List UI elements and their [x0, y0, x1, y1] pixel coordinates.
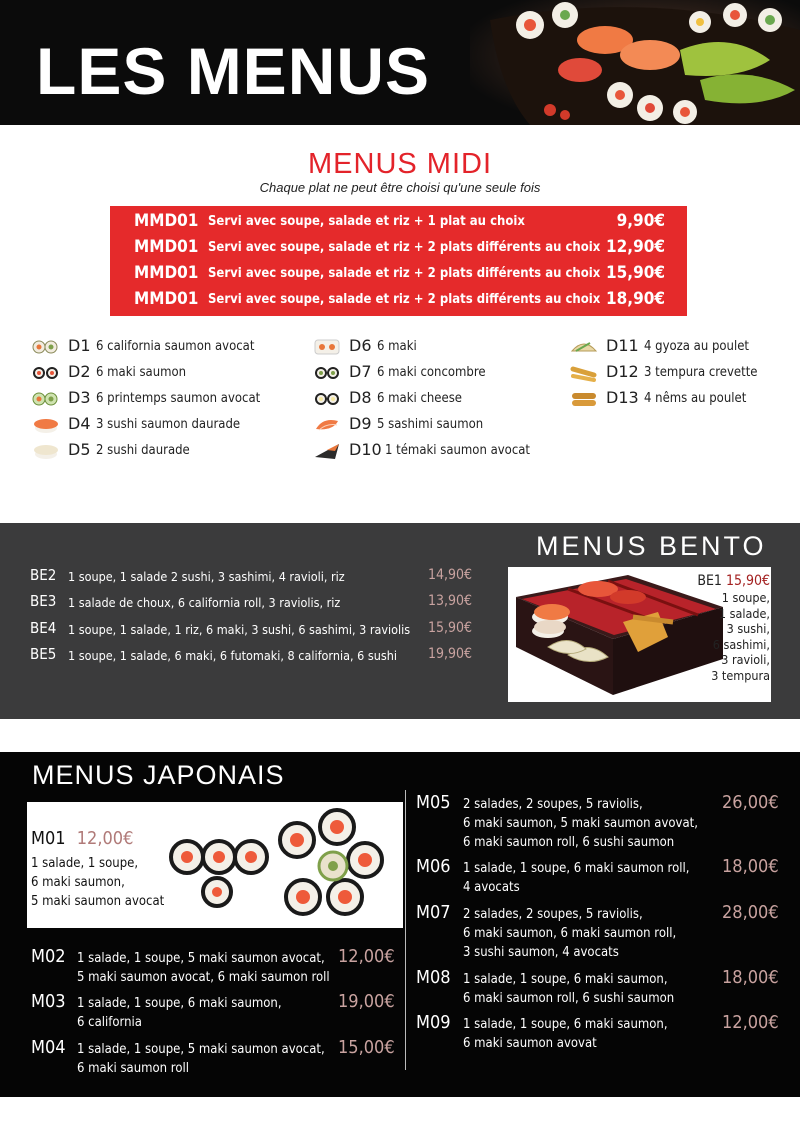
bento-code: BE3 [30, 592, 57, 610]
tempura-icon [570, 363, 598, 383]
midi-desc: Servi avec soupe, salade et riz + 1 plat au choix [208, 214, 525, 229]
bento-section-title: MENUS BENTO [536, 531, 767, 561]
item-code: D8 [349, 388, 372, 407]
be1-line: 1 soupe, [721, 590, 770, 605]
maki-cucumber-icon [313, 363, 341, 383]
midi-subtitle: Chaque plat ne peut être choisi qu'une seule fois [259, 180, 541, 195]
item-desc: 6 maki cheese [377, 391, 462, 406]
item-desc: 4 gyoza au poulet [644, 339, 749, 354]
menu-code-m02: M02 [31, 946, 66, 967]
item-code: D13 [606, 388, 639, 407]
item-desc: 3 tempura crevette [644, 365, 758, 380]
midi-code: MMD01 [134, 211, 199, 231]
menu-desc-m07 [463, 905, 676, 962]
item-desc: 6 maki concombre [377, 365, 486, 380]
bento-price: 14,90€ [428, 567, 473, 583]
bento-code: BE2 [30, 566, 57, 584]
desc-line: 6 maki saumon roll, 6 sushi saumon [463, 991, 675, 1006]
desc-line: 1 salade, 1 soupe, 6 maki saumon roll, [463, 861, 690, 876]
bento-desc: 1 soupe, 1 salade, 6 maki, 6 futomaki, 8 california, 6 sushi [68, 648, 397, 663]
be1-line: 3 ravioli, [721, 652, 770, 667]
item-desc: 2 sushi daurade [96, 443, 190, 458]
item-desc: 6 maki saumon [96, 365, 187, 380]
midi-price: 18,90€ [605, 289, 665, 309]
desc-line: 1 salade, 1 soupe, 6 maki saumon, [463, 1017, 668, 1032]
item-code: D3 [68, 388, 91, 407]
bento-row [30, 566, 490, 590]
spring-roll-icon [32, 389, 60, 409]
bento-code: BE5 [30, 645, 57, 663]
desc-line: 4 avocats [463, 880, 520, 895]
column-divider [405, 790, 406, 1070]
maki-cheese-icon [313, 389, 341, 409]
midi-desc: Servi avec soupe, salade et riz + 2 plats différents au choix [208, 292, 601, 307]
menu-desc-m02 [77, 949, 330, 987]
item-code: D11 [606, 336, 639, 355]
bento-desc: 1 salade de choux, 6 california roll, 3 raviolis, riz [68, 595, 341, 610]
desc-line: 6 maki saumon avovat [463, 1036, 597, 1051]
item-desc: 6 maki [377, 339, 417, 354]
menu-desc-m05 [463, 795, 698, 852]
menu-desc-m04 [77, 1040, 325, 1078]
page-title: LES MENUS [36, 34, 431, 108]
midi-price: 9,90€ [616, 211, 665, 231]
midi-code: MMD01 [134, 289, 199, 309]
item-code: D4 [68, 414, 91, 433]
desc-line: 1 salade, 1 soupe, 5 maki saumon avocat, [77, 951, 325, 966]
bento-desc: 1 soupe, 1 salade, 1 riz, 6 maki, 3 sushi, 6 sashimi, 3 raviolis [68, 622, 411, 637]
desc-line: 6 maki saumon, 6 maki saumon roll, [463, 926, 677, 941]
bento-row [30, 619, 490, 643]
m01-header [31, 828, 133, 849]
desc-line: 6 maki saumon, 5 maki saumon avovat, [463, 816, 698, 831]
desc-line: 5 maki saumon avocat, 6 maki saumon roll [77, 970, 330, 985]
item-code: D6 [349, 336, 372, 355]
desc-line: 2 salades, 2 soupes, 5 raviolis, [463, 797, 643, 812]
desc-line: 1 salade, 1 soupe, 6 maki saumon, [463, 972, 668, 987]
midi-desc: Servi avec soupe, salade et riz + 2 plats différents au choix [208, 240, 601, 255]
item-code: D10 [349, 440, 382, 459]
menu-price-m08: 18,00€ [722, 967, 779, 988]
midi-price: 15,90€ [605, 263, 665, 283]
menu-desc-m09 [463, 1015, 668, 1053]
menu-desc-m03 [77, 994, 282, 1032]
menu-price-m07: 28,00€ [722, 902, 779, 923]
be1-code: BE1 [697, 573, 722, 589]
midi-code: MMD01 [134, 263, 199, 283]
item-code: D7 [349, 362, 372, 381]
midi-section-title: MENUS MIDI [308, 148, 492, 180]
menu-code-m08: M08 [416, 967, 451, 988]
maki-icon [32, 363, 60, 383]
menu-code-m05: M05 [416, 792, 451, 813]
menu-price-m09: 12,00€ [722, 1012, 779, 1033]
midi-row [110, 261, 687, 287]
midi-row [110, 287, 687, 313]
desc-line: 6 maki saumon roll, 6 sushi saumon [463, 835, 675, 850]
item-desc: 5 sashimi saumon [377, 417, 484, 432]
be1-line: 3 sushi, [726, 621, 770, 636]
maki-arrangement-photo [157, 802, 403, 928]
bento-row [30, 645, 490, 669]
desc-line: 1 salade, 1 soupe, 5 maki saumon avocat, [77, 1042, 325, 1057]
m01-line: 6 maki saumon, [31, 875, 125, 890]
item-code: D12 [606, 362, 639, 381]
midi-price: 12,90€ [605, 237, 665, 257]
menu-code-m03: M03 [31, 991, 66, 1012]
menu-price-m03: 19,00€ [338, 991, 395, 1012]
header-banner [0, 0, 800, 125]
item-desc: 6 printemps saumon avocat [96, 391, 261, 406]
menu-desc-m08 [463, 970, 674, 1008]
sashimi-icon [313, 415, 341, 435]
m01-card [27, 802, 403, 928]
menu-code-m07: M07 [416, 902, 451, 923]
bento-desc: 1 soupe, 1 salade 2 sushi, 3 sashimi, 4 ravioli, riz [68, 569, 345, 584]
menu-code-m06: M06 [416, 856, 451, 877]
m01-line: 5 maki saumon avocat [31, 894, 165, 909]
desc-line: 6 maki saumon roll [77, 1061, 189, 1076]
item-code: D9 [349, 414, 372, 433]
maki-icon [313, 337, 341, 357]
nem-icon [570, 389, 598, 409]
sushi-platter-photo [470, 0, 800, 125]
sushi-icon [32, 415, 60, 435]
bento-code: BE4 [30, 619, 57, 637]
gyoza-icon [570, 337, 598, 357]
m01-line: 1 salade, 1 soupe, [31, 856, 139, 871]
desc-line: 1 salade, 1 soupe, 6 maki saumon, [77, 996, 282, 1011]
midi-price-box [110, 206, 687, 316]
item-code: D1 [68, 336, 91, 355]
midi-row [110, 235, 687, 261]
item-desc: 3 sushi saumon daurade [96, 417, 241, 432]
be1-description [636, 572, 770, 683]
item-code: D5 [68, 440, 91, 459]
be1-line: 1 salade, [718, 605, 770, 621]
item-code: D2 [68, 362, 91, 381]
menu-price-m02: 12,00€ [338, 946, 395, 967]
bento-price: 13,90€ [428, 593, 473, 609]
item-desc: 6 california saumon avocat [96, 339, 255, 354]
sushi-daurade-icon [32, 441, 60, 461]
california-roll-icon [32, 337, 60, 357]
be1-header [636, 572, 770, 590]
m01-price: 12,00€ [76, 828, 134, 849]
item-desc: 4 nêms au poulet [644, 391, 747, 406]
menu-price-m06: 18,00€ [722, 856, 779, 877]
menu-desc-m06 [463, 859, 689, 897]
be1-line: 3 tempura [711, 667, 770, 683]
japonais-section-title: MENUS JAPONAIS [32, 760, 285, 790]
menu-code-m04: M04 [31, 1037, 66, 1058]
temaki-icon [313, 441, 341, 461]
be1-line: 6 sashimi, [712, 636, 770, 652]
midi-row [110, 209, 687, 235]
menu-code-m09: M09 [416, 1012, 451, 1033]
desc-line: 2 salades, 2 soupes, 5 raviolis, [463, 907, 643, 922]
bento-row [30, 592, 490, 616]
desc-line: 3 sushi saumon, 4 avocats [463, 945, 619, 960]
item-desc: 1 témaki saumon avocat [385, 443, 530, 458]
bento-price: 15,90€ [428, 620, 473, 636]
menu-price-m05: 26,00€ [722, 792, 779, 813]
midi-desc: Servi avec soupe, salade et riz + 2 plats différents au choix [208, 266, 601, 281]
desc-line: 6 california [77, 1015, 142, 1030]
bento-price: 19,90€ [428, 646, 473, 662]
m01-description [31, 854, 164, 911]
midi-code: MMD01 [134, 237, 199, 257]
menu-price-m04: 15,00€ [338, 1037, 395, 1058]
be1-price: 15,90€ [725, 573, 770, 589]
m01-code: M01 [31, 828, 66, 849]
